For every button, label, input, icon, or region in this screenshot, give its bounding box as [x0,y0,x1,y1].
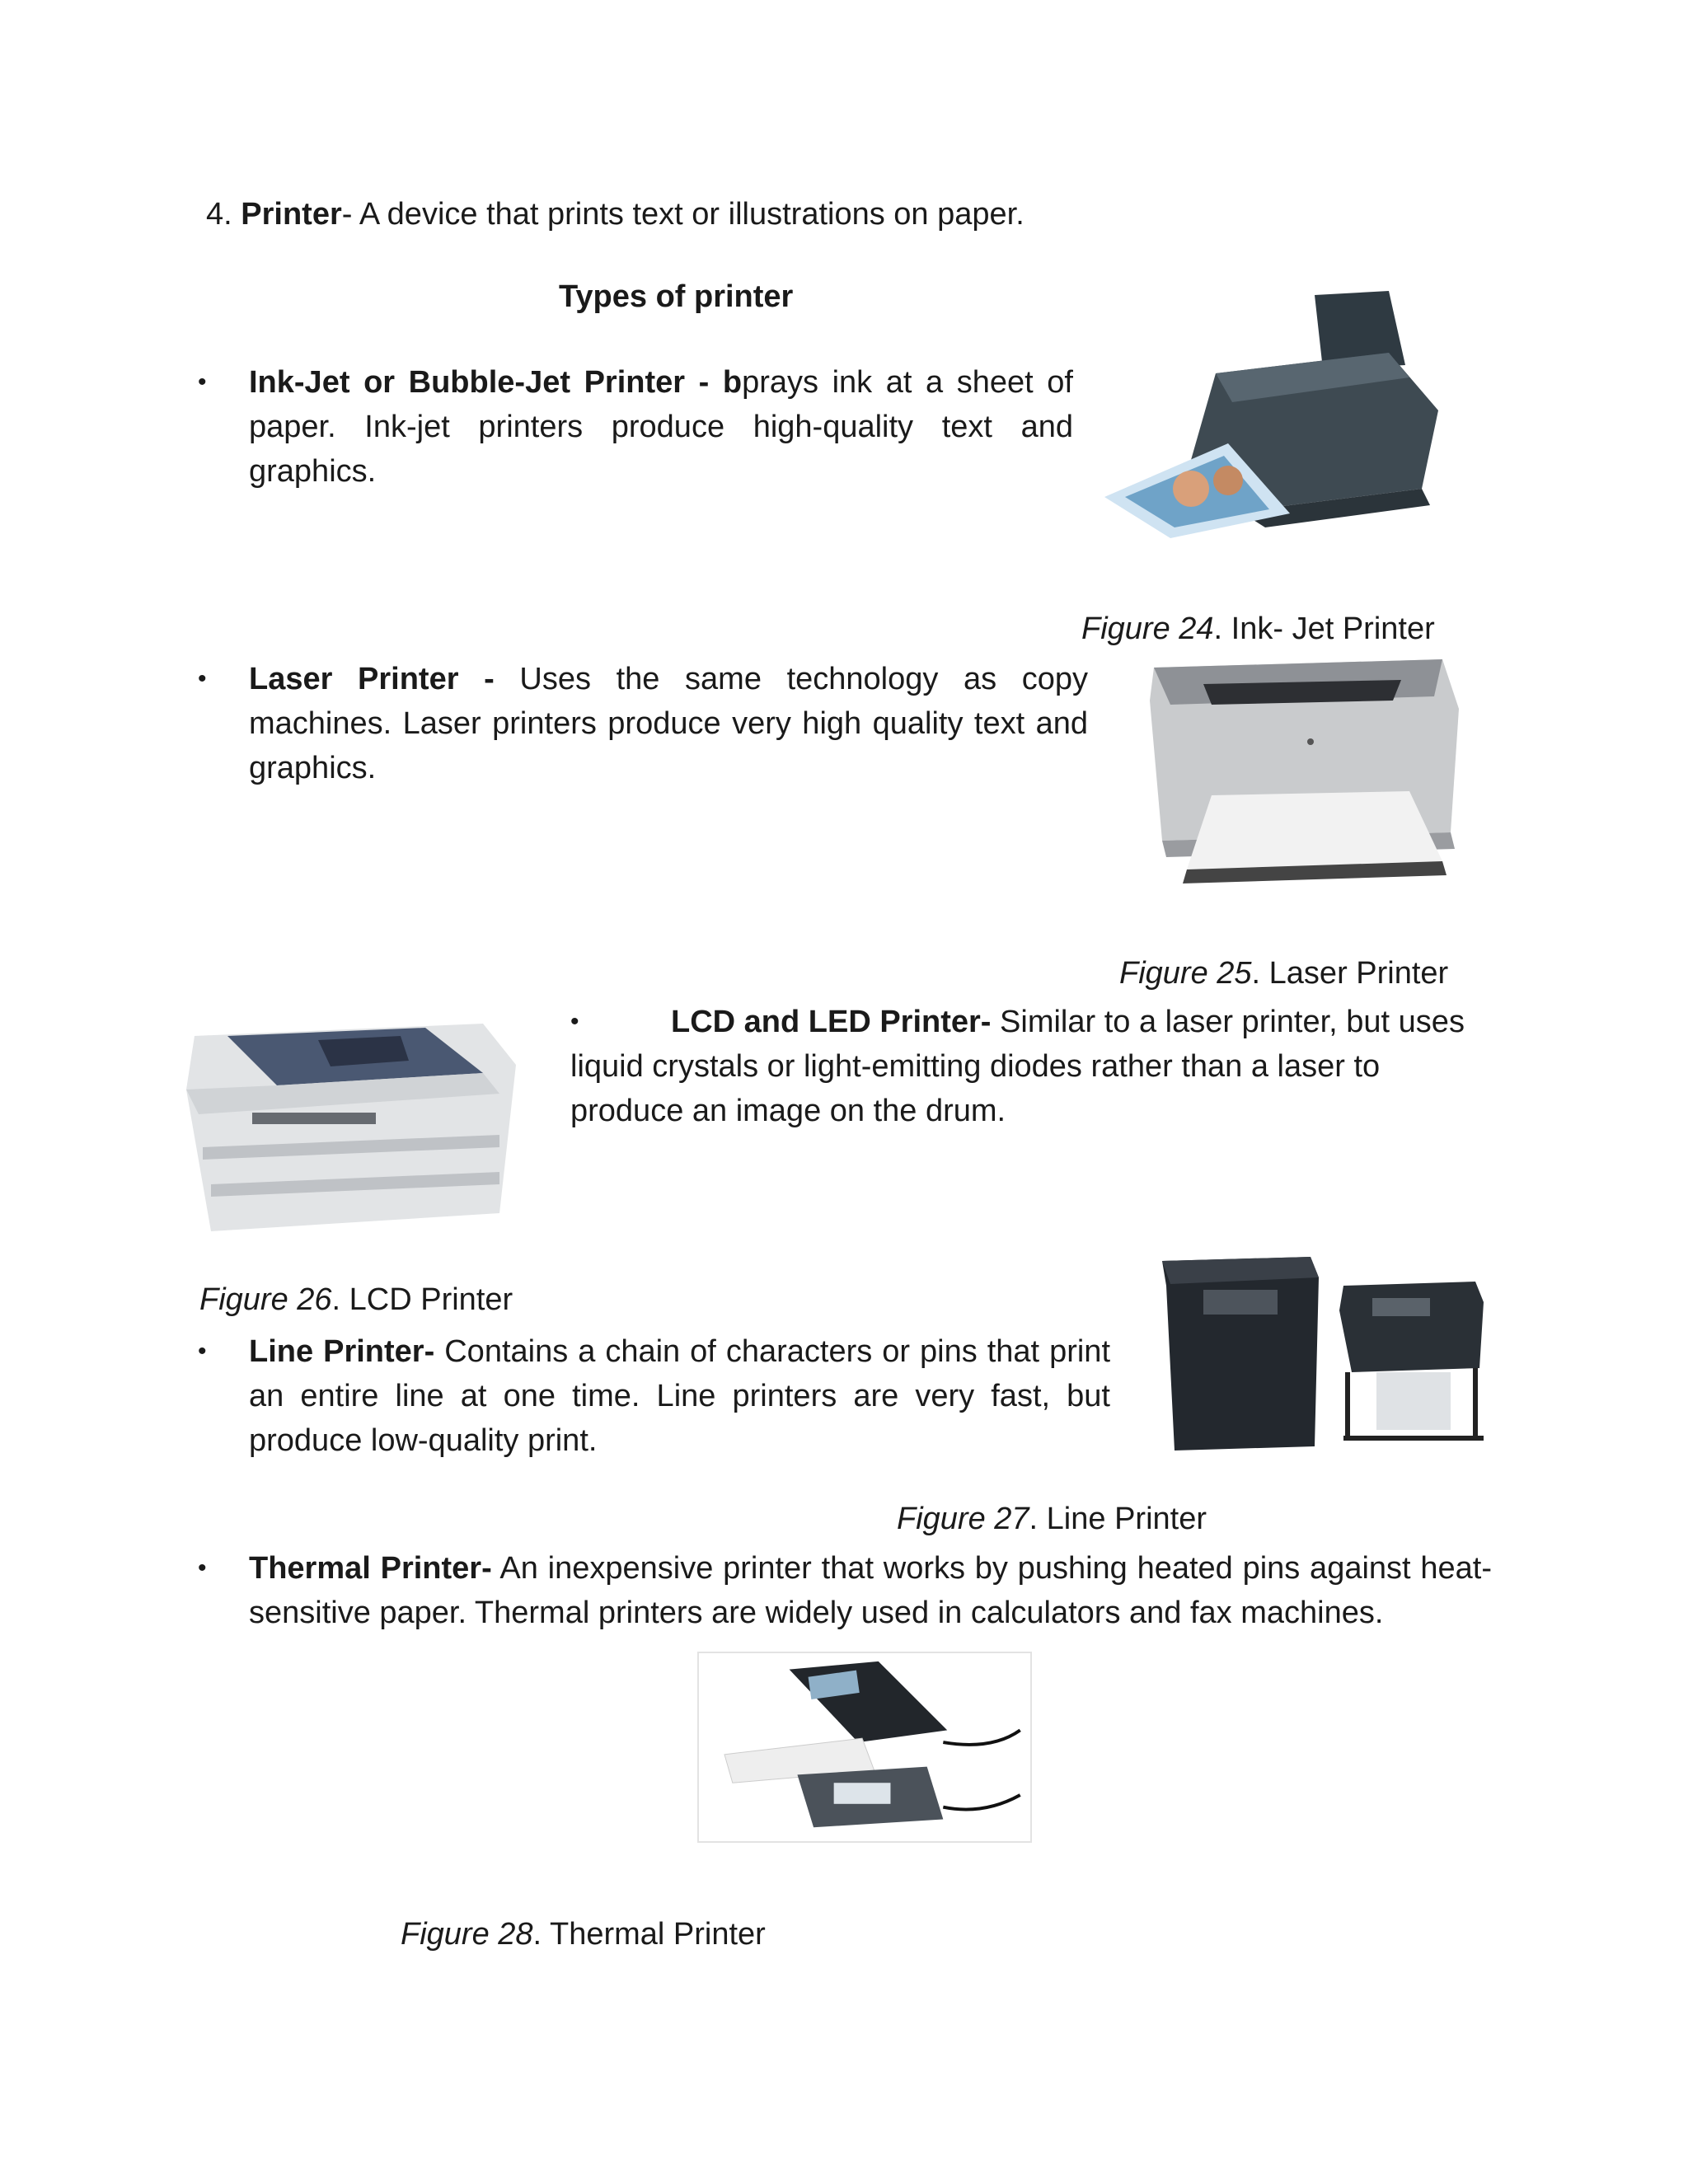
lcd-printer-image [153,1015,546,1238]
fig24-label: Figure 24 [1081,612,1214,646]
fig27-text: . Line Printer [1029,1502,1207,1536]
laser-term: Laser Printer - [249,662,495,696]
thermal-text: An inexpensive printer that works by pushing heated pins against heat-sensitive paper. Thermal printers are widely used in calculators and fax machines. [249,1551,1492,1630]
line-paragraph [249,1329,1110,1463]
bullet-icon: • [198,665,207,692]
intro-term: Printer [241,197,342,232]
bullet-icon: • [198,368,207,396]
lcd-term: LCD and LED Printer- [671,1005,992,1039]
fig25-caption [1119,951,1448,996]
intro-line [206,192,1025,237]
laser-printer-image [1137,651,1467,883]
fig25-text: . Laser Printer [1251,956,1449,991]
inkjet-term: Ink-Jet or Bubble-Jet Printer - b [249,365,743,400]
fig26-caption [199,1277,513,1322]
intro-number: 4. [206,197,232,232]
fig27-caption [897,1497,1207,1541]
line-term: Line Printer- [249,1334,435,1369]
bullet-icon: • [570,1008,579,1035]
fig25-label: Figure 25 [1119,956,1252,991]
fig24-text: . Ink- Jet Printer [1213,612,1435,646]
thermal-term: Thermal Printer- [249,1551,492,1586]
bullet-icon: • [198,1338,207,1365]
lcd-text: Similar to a laser printer, but uses liquid crystals or light-emitting diodes rather than a laser to produce an image on the drum. [570,1005,1465,1128]
laser-text: Uses the same technology as copy machines. Laser printers produce very high quality text and graphics. [249,662,1089,785]
laser-paragraph [249,657,1088,790]
lcd-paragraph [570,1000,1477,1133]
inkjet-printer-image [1092,287,1455,538]
fig28-caption [401,1912,766,1957]
section-title: Types of printer [559,279,794,314]
inkjet-text: prays ink at a sheet of paper. Ink-jet printers produce high-quality text and graphics. [249,365,1073,489]
fig27-label: Figure 27 [897,1502,1029,1536]
fig28-text: . Thermal Printer [532,1917,766,1952]
thermal-paragraph [249,1546,1492,1635]
fig24-caption [1081,607,1435,651]
fig26-text: . LCD Printer [331,1282,513,1317]
inkjet-paragraph [249,360,1073,494]
bullet-icon: • [198,1554,207,1582]
line-text: Contains a chain of characters or pins that print an entire line at one time. Line printers are very fast, but produce low-quality print. [249,1334,1111,1458]
line-printer-image [1154,1253,1492,1451]
intro-text: - A device that prints text or illustrations on paper. [341,197,1025,232]
fig26-label: Figure 26 [199,1282,332,1317]
thermal-printer-image [697,1652,1032,1843]
fig28-label: Figure 28 [401,1917,533,1952]
